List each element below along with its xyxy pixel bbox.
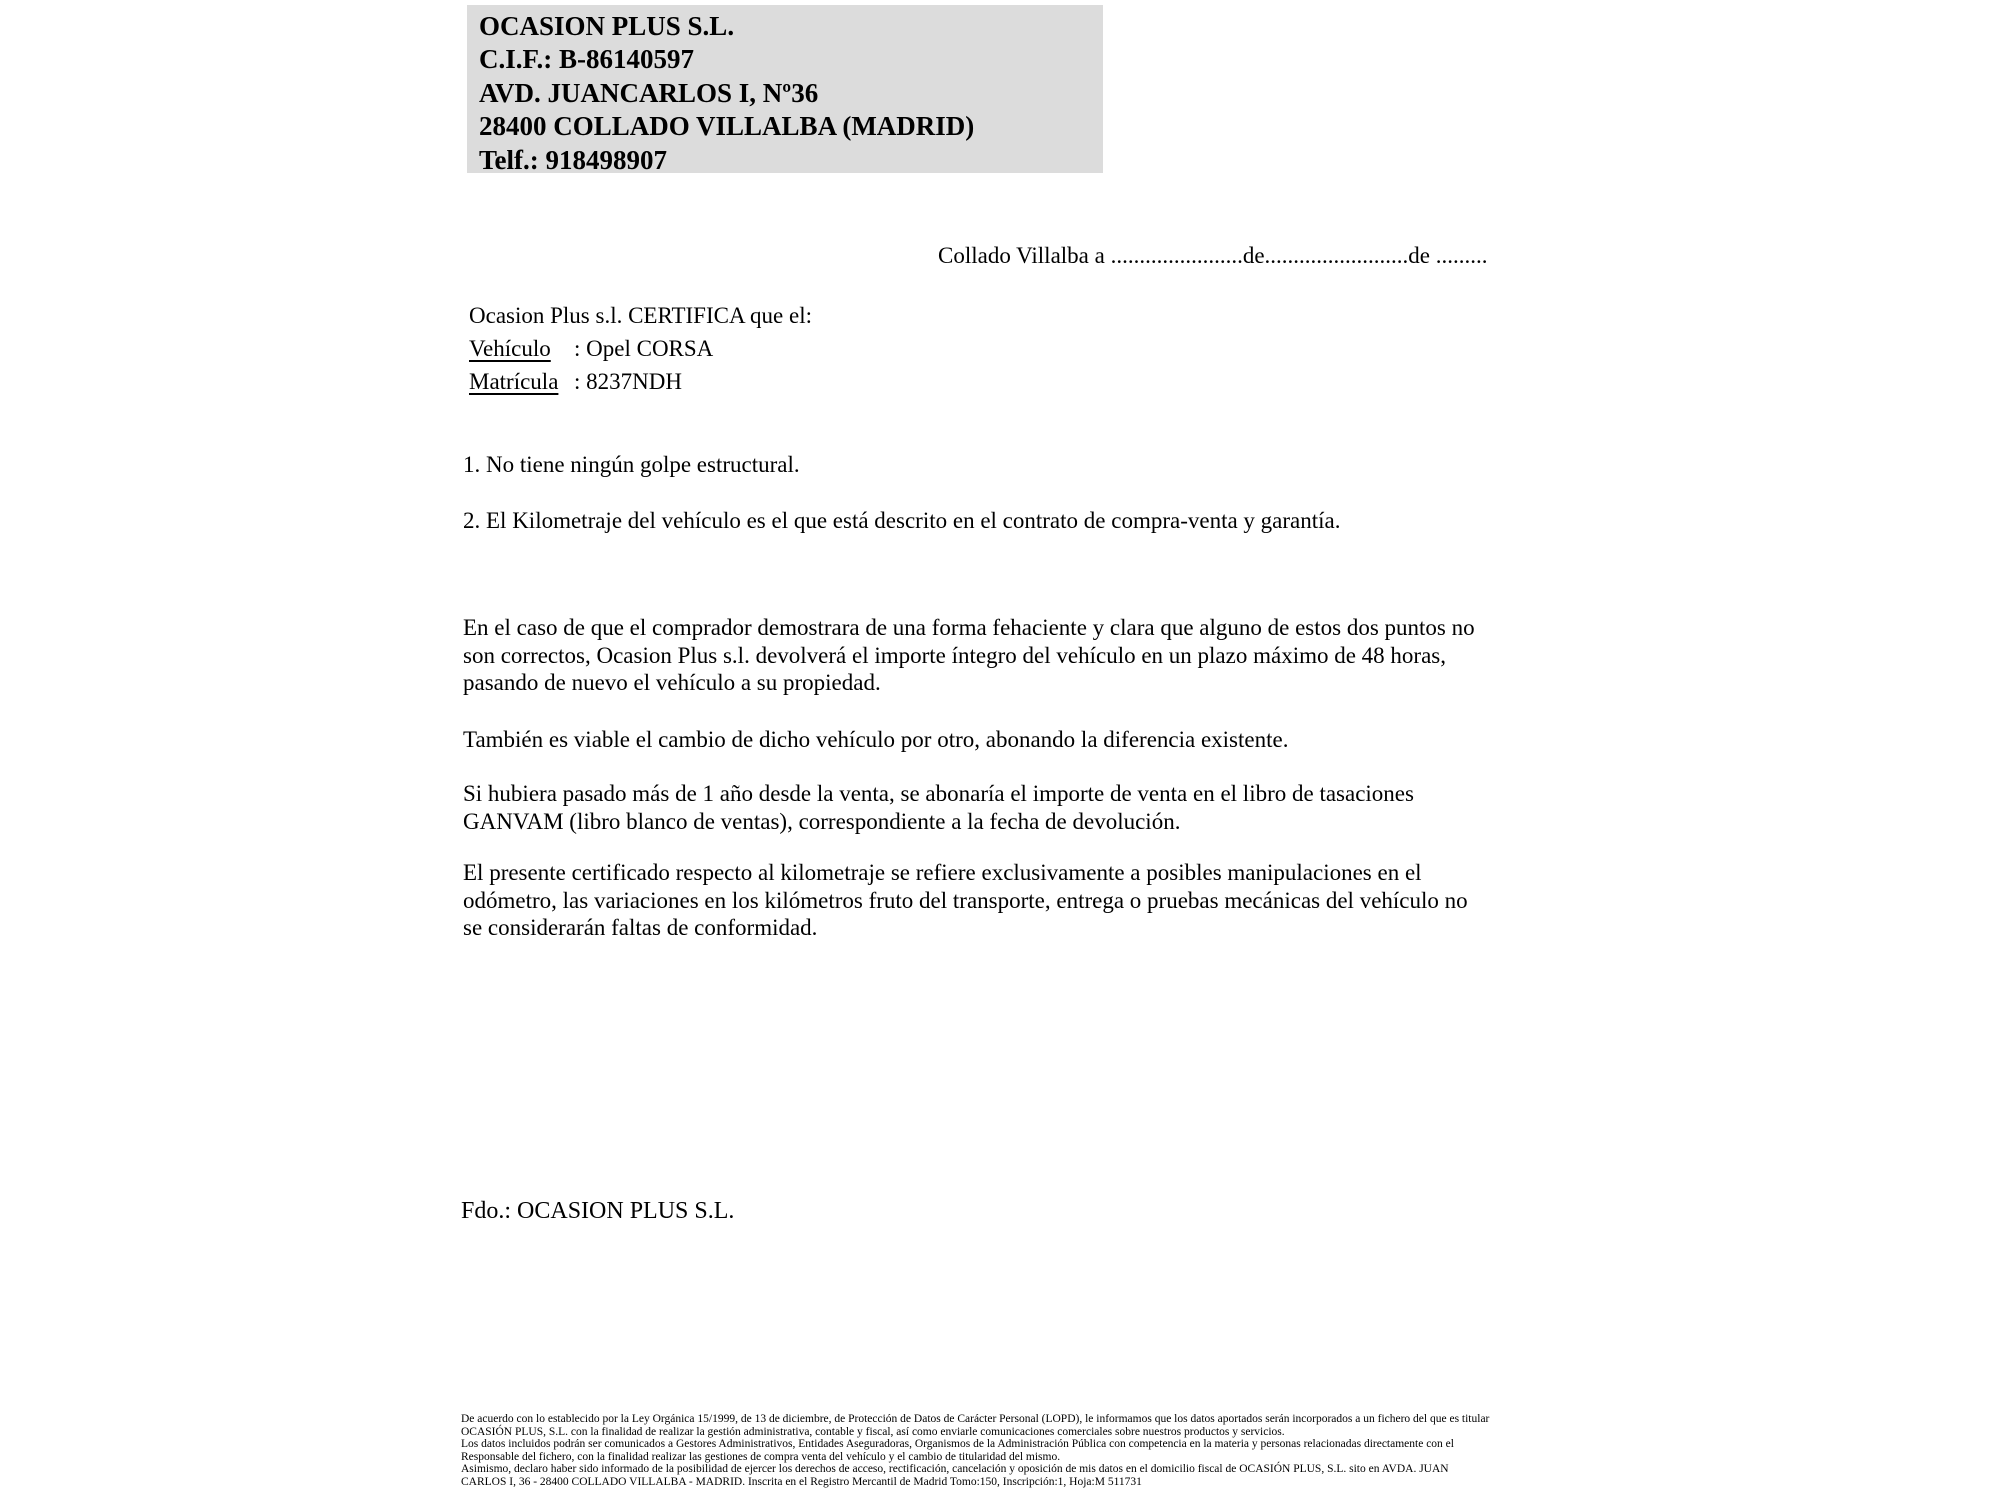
legal-footer-line: CARLOS I, 36 - 28400 COLLADO VILLALBA - MADRID. Inscrita en el Registro Mercantil de Madrid Tomo:150, Inscripción:1, Hoja:M 511731 — [461, 1475, 1142, 1488]
vehicle-value: : Opel CORSA — [574, 336, 714, 361]
company-cif: C.I.F.: B-86140597 — [479, 44, 695, 75]
paragraph-line: se considerarán faltas de conformidad. — [463, 915, 818, 940]
paragraph-line: En el caso de que el comprador demostrara de una forma fehaciente y clara que alguno de estos dos puntos no — [463, 615, 1475, 640]
company-address: AVD. JUANCARLOS I, Nº36 — [479, 77, 819, 108]
plate-label: Matrícula — [469, 369, 559, 394]
legal-footer-line: De acuerdo con lo establecido por la Ley Orgánica 15/1999, de 13 de diciembre, de Protección de Datos de Carácter Personal (LOPD), le informamos que los datos aportados serán incorporados a un fichero del que es titular — [461, 1413, 1490, 1425]
signature-line: Fdo.: OCASION PLUS S.L. — [461, 1198, 735, 1224]
paragraph-line: odómetro, las variaciones en los kilómetros fruto del transporte, entrega o pruebas mecánicas del vehículo no — [463, 887, 1468, 913]
certified-point-2: 2. El Kilometraje del vehículo es el que está descrito en el contrato de compra-venta y garantía. — [463, 508, 1341, 533]
company-city: 28400 COLLADO VILLALBA (MADRID) — [479, 111, 975, 142]
vehicle-label: Vehículo — [469, 336, 551, 361]
certification-block — [469, 303, 812, 402]
legal-footer-line: Asimismo, declaro haber sido informado de la posibilidad de ejercer los derechos de acceso, rectificación, cancelación y oposición de mis datos en el domicilio fiscal de OCASIÓN PLUS, S.L. sito en AVDA. JUAN — [461, 1463, 1449, 1476]
paragraph-line: GANVAM (libro blanco de ventas), correspondiente a la fecha de devolución. — [463, 808, 1181, 834]
ganvam-paragraph — [463, 780, 1414, 835]
paragraph-line: son correctos, Ocasion Plus s.l. devolverá el importe íntegro del vehículo en un plazo máximo de 48 horas, — [463, 642, 1447, 668]
paragraph-line: pasando de nuevo el vehículo a su propiedad. — [463, 670, 881, 695]
certified-point-1: 1. No tiene ningún golpe estructural. — [463, 452, 800, 477]
certifies-intro: Ocasion Plus s.l. CERTIFICA que el: — [469, 303, 812, 328]
company-header-box — [467, 5, 1103, 173]
legal-footer — [461, 1413, 1489, 1489]
date-blank-line: Collado Villalba a .......................de.........................de ......... — [938, 243, 1488, 268]
legal-footer-line: Responsable del fichero, con la finalidad realizar las gestiones de compra venta del vehículo y el cambio de titularidad del mismo. — [461, 1450, 1061, 1463]
odometer-paragraph — [463, 859, 1468, 942]
exchange-paragraph — [463, 726, 1288, 754]
paragraph-line: El presente certificado respecto al kilometraje se refiere exclusivamente a posibles manipulaciones en el — [463, 860, 1422, 885]
plate-value: : 8237NDH — [574, 369, 682, 394]
legal-footer-line: Los datos incluidos podrán ser comunicados a Gestores Administrativos, Entidades Aseguradoras, Organismos de la Administración Pública con competencia en la materia y personas relacionadas directamente con el — [461, 1438, 1454, 1451]
vehicle-row — [469, 336, 812, 369]
company-name: OCASION PLUS S.L. — [479, 11, 735, 41]
paragraph-line: También es viable el cambio de dicho vehículo por otro, abonando la diferencia existente. — [463, 727, 1289, 752]
legal-footer-line: OCASIÓN PLUS, S.L. con la finalidad de realizar la gestión administrativa, contable y fiscal, así como enviarle comunicaciones comerciales sobre nuestros productos y servicios. — [461, 1425, 1285, 1438]
company-phone: Telf.: 918498907 — [479, 144, 667, 175]
paragraph-line: Si hubiera pasado más de 1 año desde la venta, se abonaría el importe de venta en el libro de tasaciones — [463, 781, 1414, 806]
refund-paragraph — [463, 614, 1475, 697]
plate-row — [469, 369, 812, 402]
